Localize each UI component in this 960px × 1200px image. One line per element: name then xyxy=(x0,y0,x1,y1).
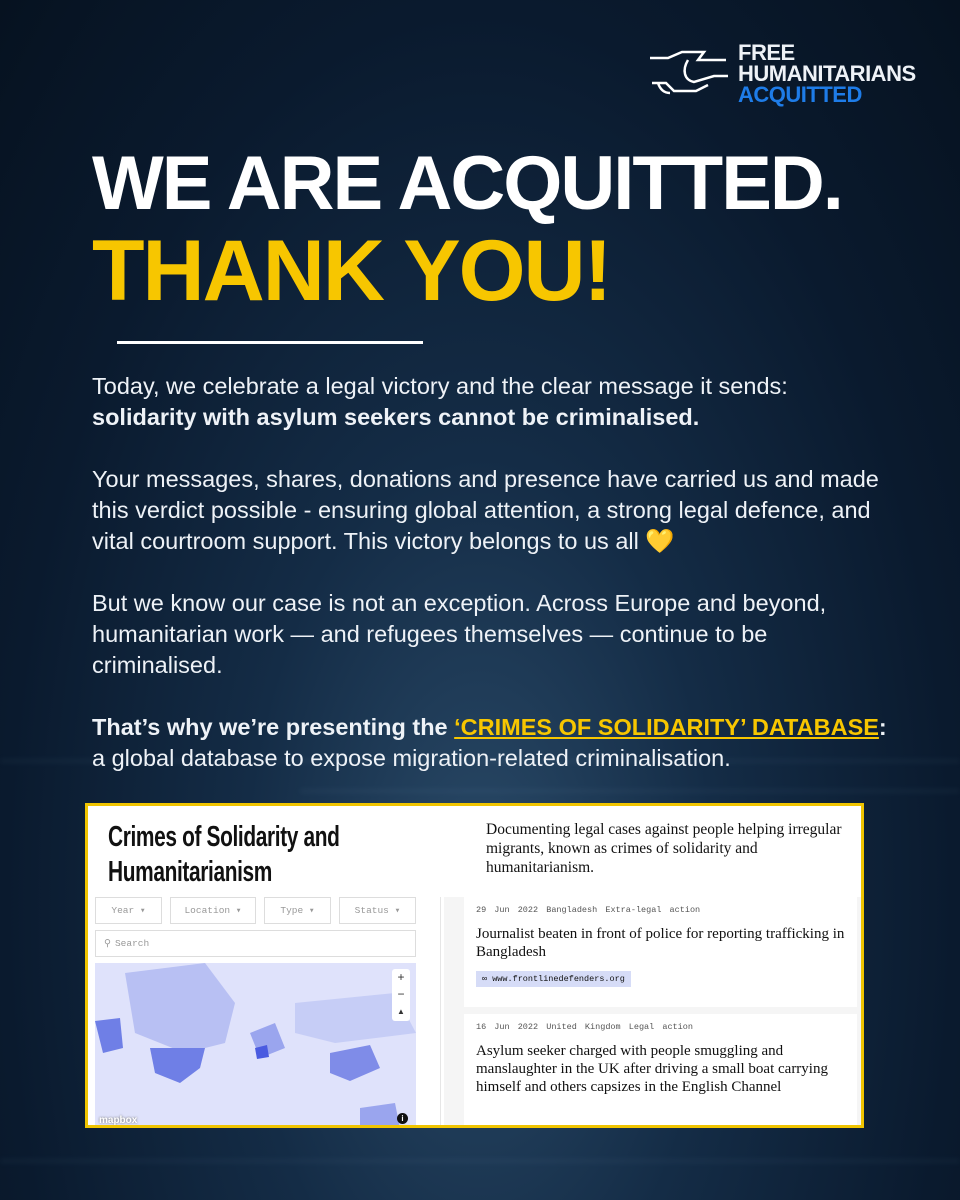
map-alaska xyxy=(95,1018,123,1053)
p1-text: Today, we celebrate a legal victory and the clear message it sends: xyxy=(92,373,788,399)
paragraph-4 xyxy=(92,712,892,774)
zoom-in-button[interactable]: + xyxy=(397,970,405,984)
message-body xyxy=(92,371,892,805)
case-date: 29 Jun 2022 xyxy=(476,905,539,915)
database-title: Crimes of Solidarity and Humanitarianism xyxy=(108,821,340,888)
filter-year[interactable]: Year ▾ xyxy=(95,897,162,924)
info-icon[interactable]: i xyxy=(397,1113,408,1124)
filter-type[interactable]: Type ▾ xyxy=(264,897,331,924)
headline-line-1: WE ARE ACQUITTED. xyxy=(92,141,842,226)
case-card[interactable] xyxy=(464,897,857,1007)
map-zoom-controls xyxy=(392,969,410,1021)
database-description: Documenting legal cases against people helping irregular migrants, known as crimes of solidarity and humanitarianism. xyxy=(486,821,842,876)
paragraph-3: But we know our case is not an exception. Across Europe and beyond, humanitarian work — and refugees themselves — continue to be criminalised. xyxy=(92,590,827,678)
p1-bold: solidarity with asylum seekers cannot be criminalised. xyxy=(92,404,700,430)
search-input[interactable] xyxy=(95,930,416,957)
case-type: Extra-legal action xyxy=(605,905,701,915)
case-card[interactable] xyxy=(464,1014,857,1125)
case-meta xyxy=(476,905,845,915)
map-usa xyxy=(150,1048,205,1083)
zoom-out-button[interactable]: − xyxy=(397,987,405,1001)
case-type: Legal action xyxy=(628,1022,693,1032)
map-china xyxy=(330,1045,380,1081)
filter-location[interactable]: Location ▾ xyxy=(170,897,256,924)
p4-lead: That’s why we’re presenting the xyxy=(92,714,455,740)
map-canada xyxy=(125,963,235,1053)
case-date: 16 Jun 2022 xyxy=(476,1022,539,1032)
map-countries xyxy=(95,963,416,1128)
logo-line-3: ACQUITTED xyxy=(738,81,862,107)
logo-line-1: FREE xyxy=(738,39,795,65)
brand-logo xyxy=(648,38,938,108)
source-url: www.frontlinedefenders.org xyxy=(492,974,625,984)
case-title: Asylum seeker charged with people smuggling and manslaughter in the UK after driving a small boat carrying himself and others capsizes in the English Channel xyxy=(476,1043,828,1095)
search-placeholder: Search xyxy=(114,938,150,949)
case-location: Bangladesh xyxy=(546,905,598,915)
divider xyxy=(117,341,423,344)
filter-status[interactable]: Status ▾ xyxy=(339,897,416,924)
panel-divider xyxy=(440,897,441,1128)
case-feed xyxy=(444,897,861,1125)
p4-rest: a global database to expose migration-related criminalisation. xyxy=(92,745,731,771)
p4-colon: : xyxy=(878,714,887,740)
search-icon: ⚲ xyxy=(104,938,111,949)
mapbox-logo[interactable]: mapbox xyxy=(99,1115,138,1126)
paragraph-1 xyxy=(92,371,892,433)
filter-bar xyxy=(95,897,416,924)
case-meta xyxy=(476,1022,845,1032)
paragraph-2: Your messages, shares, donations and presence have carried us and made this verdict possible - ensuring global attention, a strong legal defence, and vital courtroom support. This victory belongs to us all 💛 xyxy=(92,466,879,554)
case-title: Journalist beaten in front of police for reporting trafficking in Bangladesh xyxy=(476,926,845,960)
map-australia xyxy=(360,1103,400,1128)
case-location: United Kingdom xyxy=(546,1022,621,1032)
link-icon: ∞ xyxy=(482,974,493,984)
database-screenshot xyxy=(85,803,864,1128)
compass-button[interactable]: ▲ xyxy=(397,1007,405,1016)
world-map[interactable] xyxy=(95,963,416,1128)
source-link[interactable] xyxy=(476,971,631,987)
handshake-icon xyxy=(648,43,730,103)
database-link[interactable]: ‘CRIMES OF SOLIDARITY’ DATABASE xyxy=(454,714,879,740)
logo-line-2: HUMANITARIANS xyxy=(738,60,916,86)
headline-line-2: THANK YOU! xyxy=(92,223,611,319)
